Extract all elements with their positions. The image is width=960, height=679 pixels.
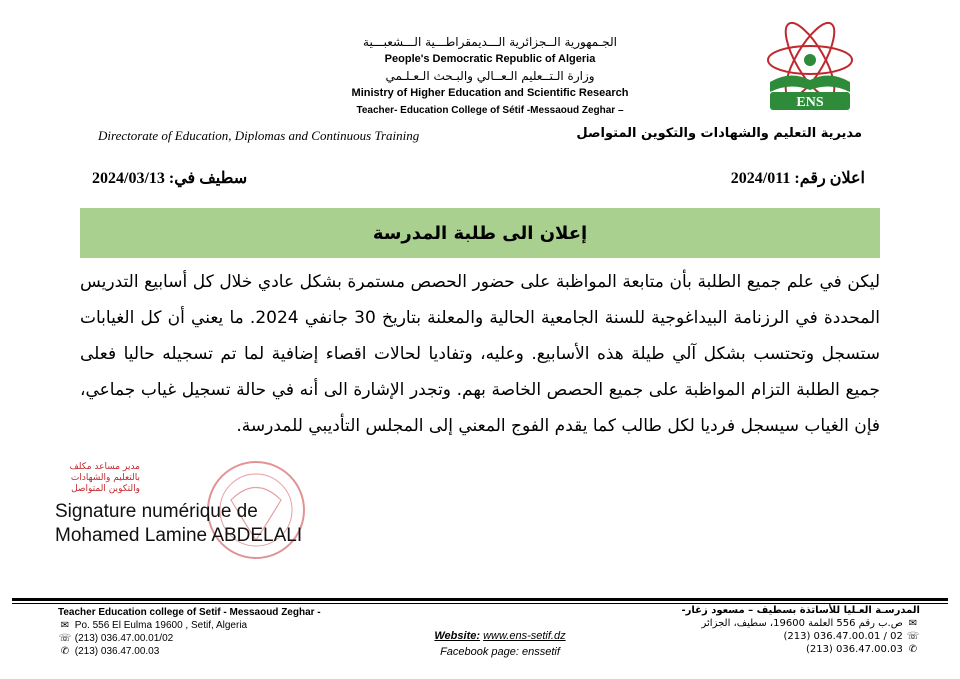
date-label: سطيف في: (168, 170, 248, 187)
website-link[interactable]: www.ens-setif.dz (483, 630, 566, 642)
republic-en: People's Democratic Republic of Algeria (384, 53, 596, 65)
stamp-caption: مدير مساعد مكلف بالتعليم والشهادات والتكوين المتواصل (69, 462, 140, 494)
college-en: Teacher- Education College of Sétif -Messaoud Zeghar – (356, 105, 624, 116)
signature-line-2: Mohamed Lamine ABDELALI (55, 525, 303, 546)
footer-right-phone: (213) 036.47.00.01 / 02 (783, 631, 903, 642)
digital-signature (55, 500, 302, 548)
footer-left-po: Po. 556 El Eulma 19600 , Setif, Algeria (74, 620, 248, 631)
ministry-ar: وزارة الـتــعليم الـعــالي والبـحث الـعـلـمي (385, 69, 595, 83)
footer-right-po: ص.ب رقم 556 العلمة 19600، سطيف، الجزائر (701, 618, 903, 629)
header-block (300, 34, 680, 119)
footer-divider (12, 598, 948, 601)
footer-right (682, 604, 921, 656)
envelope-icon: ✉ (908, 618, 918, 629)
announcement-body: ليكن في علم جميع الطلبة بأن متابعة المواظبة على حضور الحصص مستمرة بشكل عادي خلال كل أسابيع التدريس المحددة في الرزنامة البيداغوجية للسنة الجامعية الحالية والمعلنة بتاريخ 30 جانفي 2024. ما يعني أن كل الغيابات ستسجل وتحتسب بشكل آلي طيلة هذه الأسابيع. وعليه، وتفاديا لحالات اقصاء إضافية لما تم تسجيله حاليا فعلى جميع الطلبة التزام المواظبة على جميع الحصص الخاصة بهم. وتجدر الإشارة الى أنه في حالة تسجيل غياب جماعي، فإن الغياب سيسجل فرديا لكل طالب كما يقدم الفوج المعني إلى المجلس التأديبي للمدرسة. (80, 272, 880, 436)
fax-icon: ✆ (908, 644, 918, 655)
phone-icon: ☏ (906, 631, 920, 642)
title-band (80, 208, 880, 258)
footer-right-title: المدرسـة العـليا للأساتذة بسطيف – مسعود زغار- (681, 605, 920, 616)
announcement-title: إعلان الى طلبة المدرسة (372, 222, 588, 244)
date-field (92, 168, 247, 188)
date-value: 2024/03/13 (92, 170, 165, 187)
website-label: Website: (434, 630, 481, 642)
footer-right-fax: (213) 036.47.00.03 (805, 644, 903, 655)
facebook-page: Facebook page: enssetif (440, 646, 560, 658)
directorate-ar: مديرية التعليم والشهادات والتكوين المتواصل (576, 126, 862, 141)
number-value: 2024/011 (730, 170, 791, 187)
footer-left-fax: (213) 036.47.00.03 (74, 646, 160, 657)
republic-ar: الجـمهورية الــجزائرية الـــديمقراطـــية الـــشعبـــية (363, 35, 617, 49)
announcement-number (731, 168, 865, 188)
ens-logo-icon (740, 20, 880, 118)
fax-icon: ✆ (60, 646, 70, 657)
number-label: اعلان رقم: (794, 170, 865, 187)
footer-middle (420, 628, 580, 660)
signature-line-1: Signature numérique de (55, 501, 258, 522)
ministry-en: Ministry of Higher Education and Scientific Research (351, 87, 629, 99)
logo-text: ENS (796, 95, 824, 110)
envelope-icon: ✉ (60, 620, 70, 631)
directorate-en: Directorate of Education, Diplomas and Continuous Training (98, 128, 420, 143)
footer-left-title: Teacher Education college of Setif - Messaoud Zeghar - (58, 607, 321, 618)
phone-icon: ☏ (58, 633, 72, 644)
footer-left (58, 606, 321, 658)
footer-left-phone: (213) 036.47.00.01/02 (74, 633, 174, 644)
